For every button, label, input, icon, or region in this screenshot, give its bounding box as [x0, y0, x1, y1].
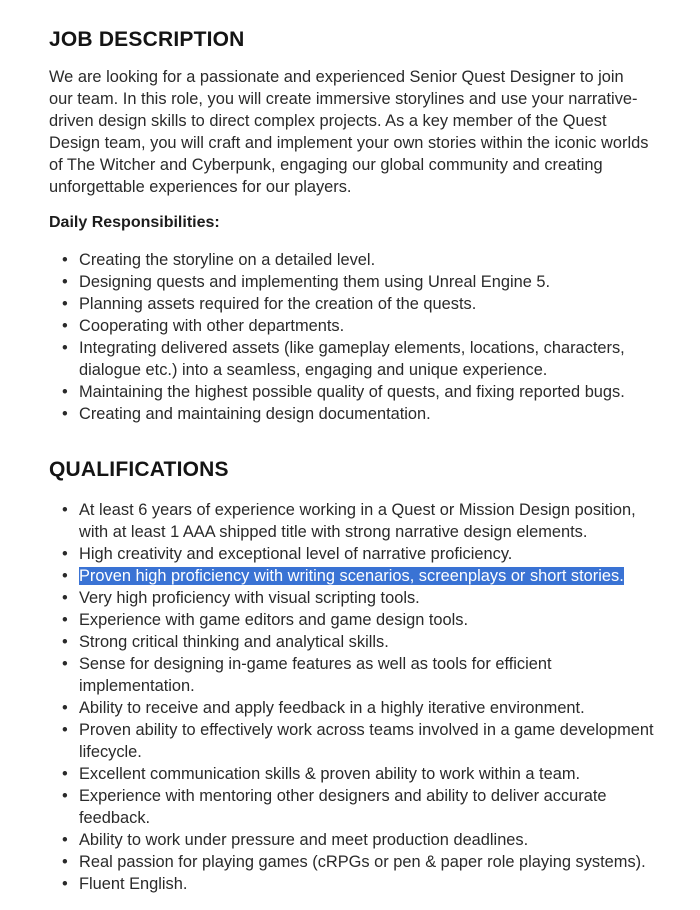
list-item: • High creativity and exceptional level of narrative proficiency. [49, 543, 659, 565]
qualifications-heading: QUALIFICATIONS [49, 458, 229, 481]
responsibilities-list [49, 249, 659, 425]
list-item: • Cooperating with other departments. [49, 315, 659, 337]
list-item: • Creating the storyline on a detailed level. [49, 249, 659, 271]
list-item: • Maintaining the highest possible quality of quests, and fixing reported bugs. [49, 381, 659, 403]
list-item: • Strong critical thinking and analytical skills. [49, 631, 659, 653]
daily-responsibilities-label: Daily Responsibilities: [49, 214, 220, 231]
selected-text[interactable]: Proven high proficiency with writing scenarios, screenplays or short stories. [79, 567, 624, 585]
list-item: • At least 6 years of experience working in a Quest or Mission Design position, with at least 1 AAA shipped title with strong narrative design elements. [49, 499, 659, 543]
job-description-heading: JOB DESCRIPTION [49, 28, 245, 51]
job-description-intro: We are looking for a passionate and experienced Senior Quest Designer to join our team. In this role, you will create immersive storylines and use your narrative-driven design skills to direct complex projects. As a key member of the Quest Design team, you will craft and implement your own stories within the iconic worlds of The Witcher and Cyberpunk, engaging our global community and creating unforgettable experiences for our players. [49, 68, 649, 196]
list-item: • Very high proficiency with visual scripting tools. [49, 587, 659, 609]
qualifications-list [49, 499, 659, 895]
list-item: • Sense for designing in-game features as well as tools for efficient implementation. [49, 653, 659, 697]
list-item: • Excellent communication skills & proven ability to work within a team. [49, 763, 659, 785]
list-item: • Fluent English. [49, 873, 659, 895]
list-item: • Ability to receive and apply feedback in a highly iterative environment. [49, 697, 659, 719]
list-item: • Ability to work under pressure and meet production deadlines. [49, 829, 659, 851]
list-item: • Experience with mentoring other designers and ability to deliver accurate feedback. [49, 785, 659, 829]
list-item: • Integrating delivered assets (like gameplay elements, locations, characters, dialogue etc.) into a seamless, engaging and unique experience. [49, 337, 659, 381]
list-item-selected[interactable] [49, 565, 659, 587]
list-item: • Experience with game editors and game design tools. [49, 609, 659, 631]
list-item: • Real passion for playing games (cRPGs or pen & paper role playing systems). [49, 851, 659, 873]
list-item: • Planning assets required for the creation of the quests. [49, 293, 659, 315]
list-item: • Proven ability to effectively work across teams involved in a game development lifecycle. [49, 719, 659, 763]
list-item: • Designing quests and implementing them using Unreal Engine 5. [49, 271, 659, 293]
list-item: • Creating and maintaining design documentation. [49, 403, 659, 425]
